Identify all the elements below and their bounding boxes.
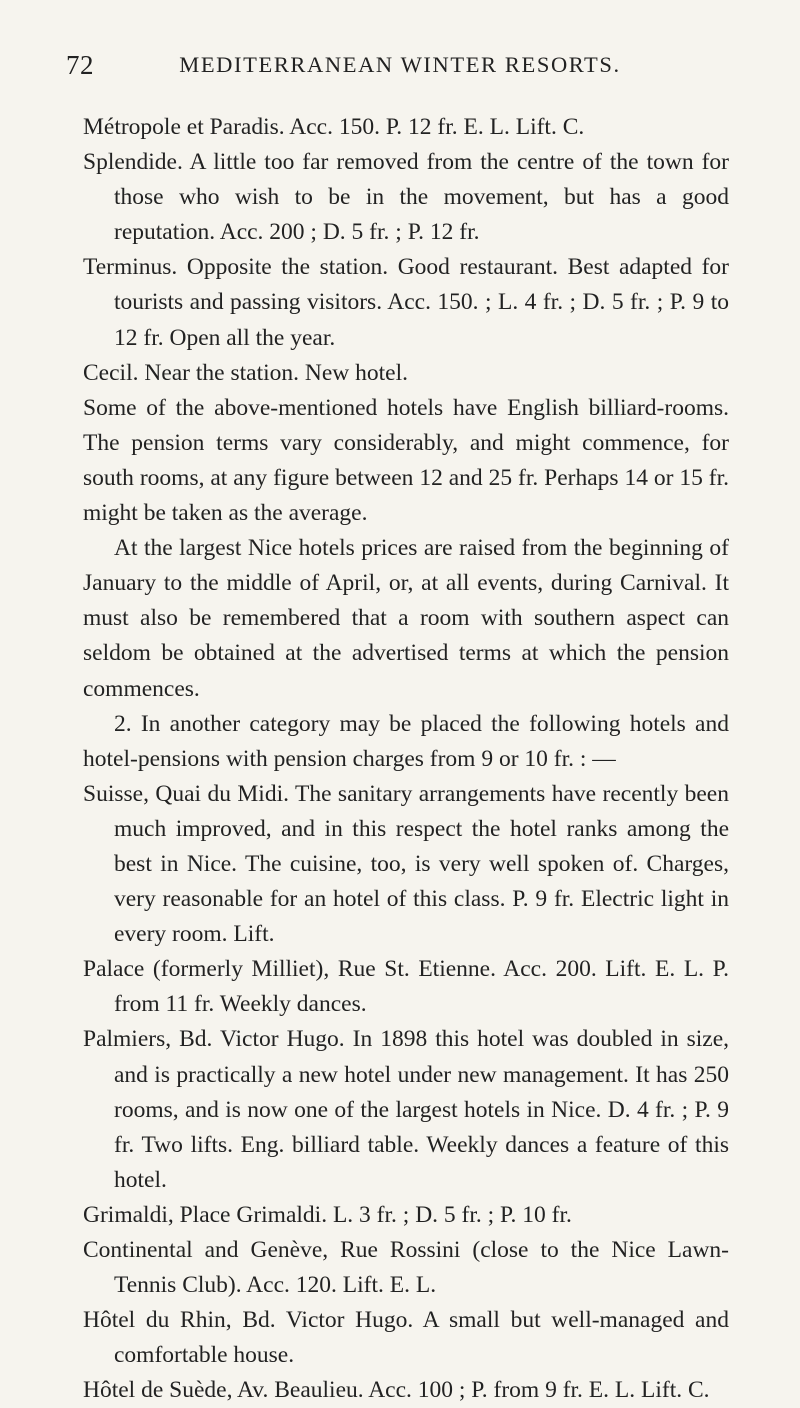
hotel-entry-rhin: Hôtel du Rhin, Bd. Victor Hugo. A small but well-managed and comfortable house.: [83, 1307, 729, 1369]
hotel-entry-terminus: Terminus. Opposite the station. Good restaurant. Best adapted for tourists and passing visitors. Acc. 150. ; L. 4 fr. ; D. 5 fr. ; P. 9 to 12 fr. Open all the year.: [83, 254, 729, 351]
hotel-entry-cecil: Cecil. Near the station. New hotel.: [83, 359, 408, 386]
paragraph-second-category: 2. In another category may be placed the following hotels and hotel-pensions with pension charges from 9 or 10 fr. : —: [83, 710, 729, 772]
hotel-entry-splendide: Splendide. A little too far removed from the centre of the town for those who wish to be in the movement, but has a good reputation. Acc. 200 ; D. 5 fr. ; P. 12 fr.: [83, 149, 729, 246]
page-number: 72: [66, 50, 94, 80]
hotel-entry-grimaldi: Grimaldi, Place Grimaldi. L. 3 fr. ; D. 5 fr. ; P. 10 fr.: [83, 1201, 572, 1228]
hotel-entry-continental: Continental and Genève, Rue Rossini (close to the Nice Lawn-Tennis Club). Acc. 120. Lift. E. L.: [83, 1237, 729, 1299]
running-head: MEDITERRANEAN WINTER RESORTS.: [179, 52, 621, 77]
hotel-entry-palmiers: Palmiers, Bd. Victor Hugo. In 1898 this hotel was doubled in size, and is practically a new hotel under new management. It has 250 rooms, and is now one of the largest hotels in Nice. D. 4 fr. ; P. 9 fr. Two lifts. Eng. billiard table. Weekly dances a feature of this hotel.: [83, 1026, 729, 1193]
hotel-entry-palace: Palace (formerly Milliet), Rue St. Etienne. Acc. 200. Lift. E. L. P. from 11 fr. Weekly dances.: [83, 956, 729, 1018]
hotel-entry-suede: Hôtel de Suède, Av. Beaulieu. Acc. 100 ; P. from 9 fr. E. L. Lift. C.: [83, 1377, 710, 1404]
hotel-entry-metropole: Métropole et Paradis. Acc. 150. P. 12 fr. E. L. Lift. C.: [83, 114, 585, 140]
paragraph-billiard-rooms: Some of the above-mentioned hotels have English billiard-rooms. The pension terms vary considerably, and might commence, for south rooms, at any figure between 12 and 25 fr. Perhaps 14 or 15 fr. might be taken as the average.: [83, 394, 729, 527]
page-body: [83, 110, 729, 1408]
paragraph-carnival-prices: At the largest Nice hotels prices are raised from the beginning of January to the middle of April, or, at all events, during Carnival. It must also be remembered that a room with southern aspect can seldom be obtained at the advertised terms at which the pension commences.: [83, 535, 729, 702]
hotel-entry-suisse: Suisse, Quai du Midi. The sanitary arrangements have recently been much improved, and in this respect the hotel ranks among the best in Nice. The cuisine, too, is very well spoken of. Charges, very reasonable for an hotel of this class. P. 9 fr. Electric light in every room. Lift.: [83, 780, 729, 948]
